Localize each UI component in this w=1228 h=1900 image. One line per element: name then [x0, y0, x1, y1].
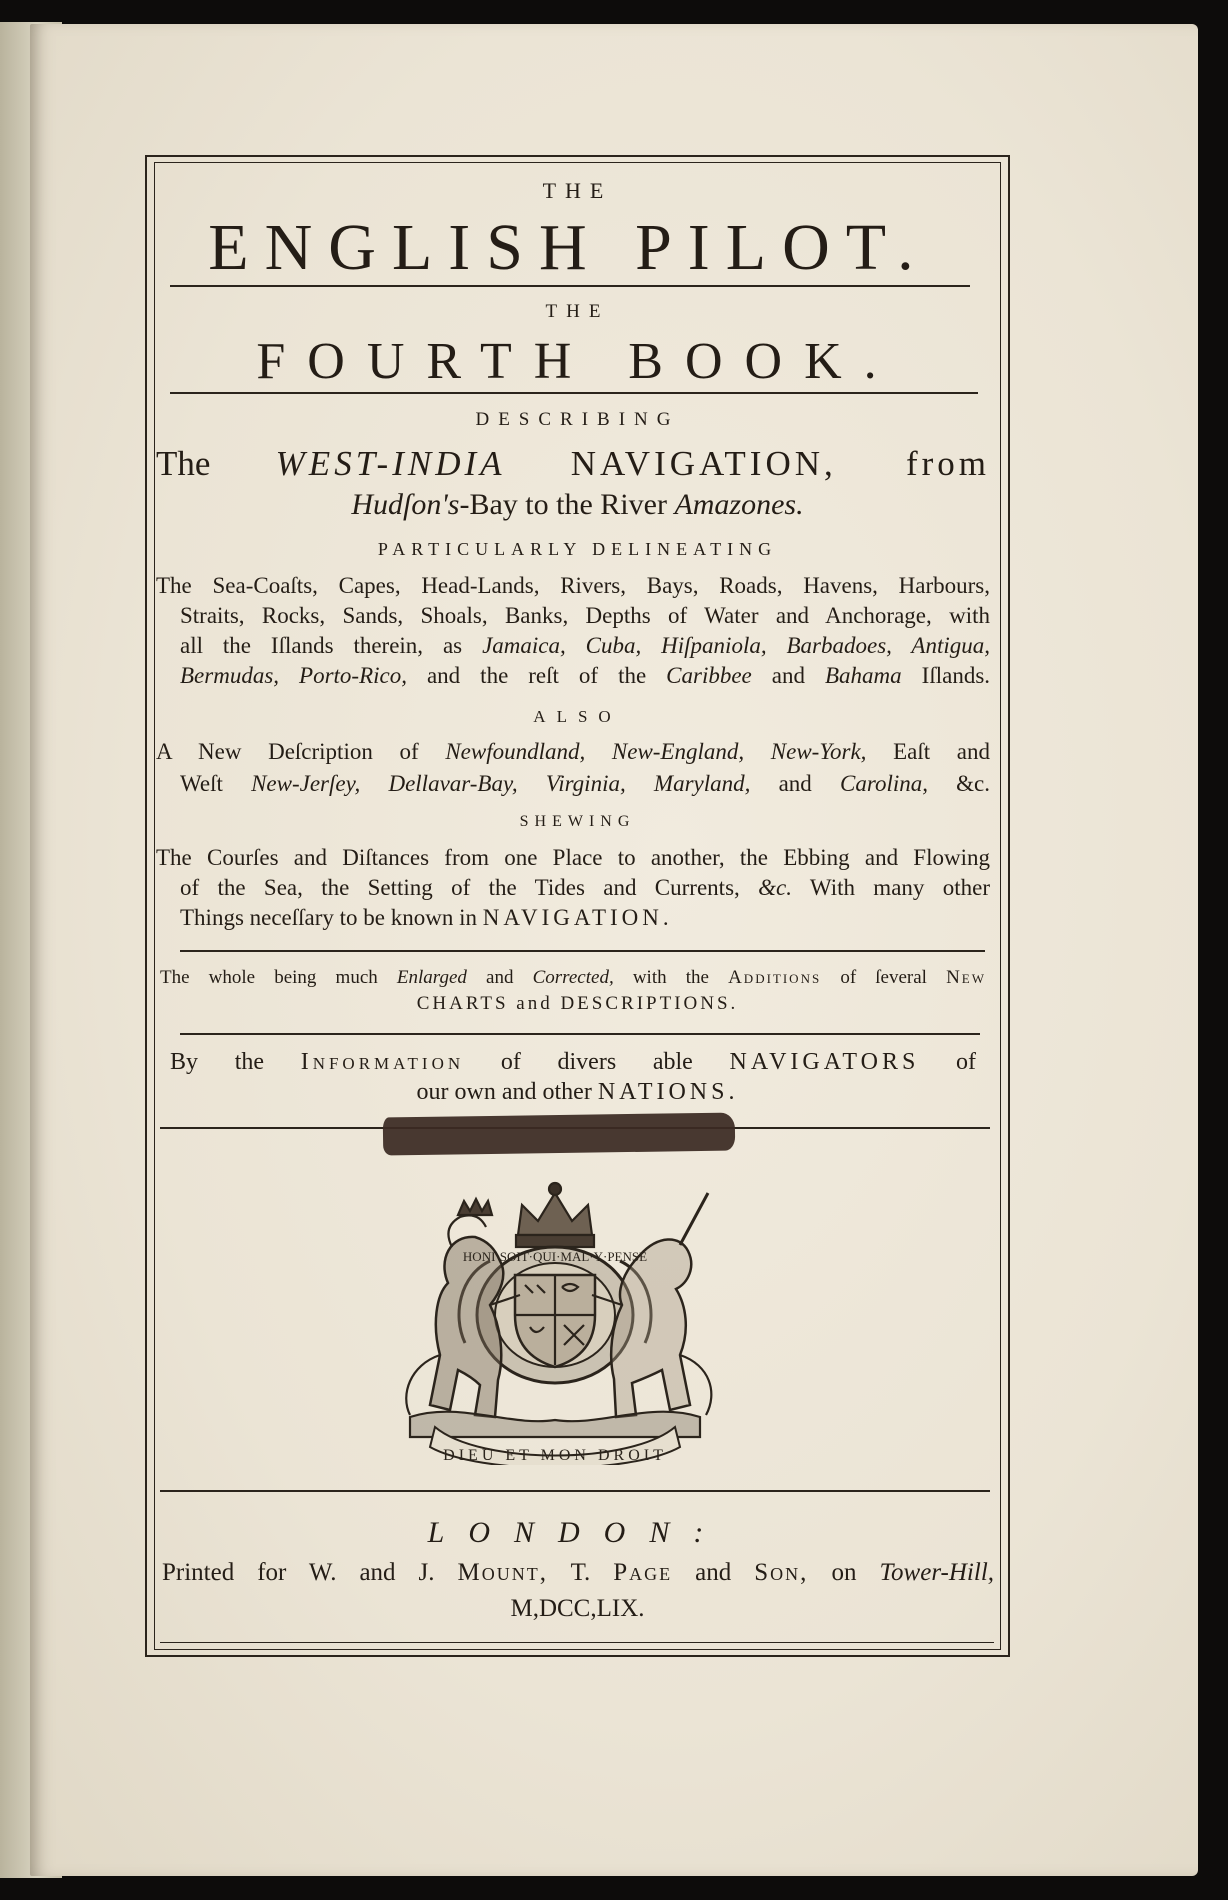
also-heading: ALSO: [533, 707, 622, 726]
describing-heading: DESCRIBING: [475, 409, 680, 430]
para1-line3: all the Iſlands therein, as Jamaica, Cuba, Hiſpaniola, Barbadoes, Antigua,: [180, 633, 990, 658]
rule-before-enlarged: [180, 950, 985, 952]
date-line: M,DCC,LIX.: [510, 1595, 645, 1622]
enlarged-line: The whole being much Enlarged and Corrected, with the Additions of ſeveral New: [160, 967, 987, 988]
main-title: ENGLISH PILOT.: [208, 211, 930, 284]
garter-motto: HONI·SOIT·QUI·MAL·Y·PENSE: [462, 1249, 648, 1264]
para3-line2: of the Sea, the Setting of the Tides and Currents, &c. With many other: [180, 875, 990, 900]
london-line: LONDON:: [427, 1516, 728, 1549]
nations-line: our own and other NATIONS.: [416, 1079, 739, 1105]
para3-line1: The Courſes and Diſtances from one Place to another, the Ebbing and Flowing: [156, 845, 990, 870]
para1-line4: Bermudas, Porto-Rico, and the reſt of the Caribbee and Bahama Iſlands.: [180, 663, 991, 688]
para2-line2: Weſt New-Jerſey, Dellavar-Bay, Virginia, Maryland, and Carolina, &c.: [180, 771, 991, 796]
book-title: FOURTH BOOK.: [256, 333, 899, 390]
ink-blot: [383, 1113, 735, 1156]
particularly-heading: PARTICULARLY DELINEATING: [377, 539, 778, 559]
shewing-heading: SHEWING: [519, 813, 636, 830]
charts-line: CHARTS and DESCRIPTIONS.: [416, 993, 739, 1014]
the-heading-1: THE: [542, 178, 613, 203]
bottom-rule: [160, 1642, 994, 1643]
west-india-line: The WEST-INDIA NAVIGATION, from: [156, 444, 991, 483]
book-title-rule: [170, 392, 978, 394]
para2-line1: A New Deſcription of Newfoundland, New-England, New-York, Eaſt and: [156, 739, 990, 764]
royal-coat-of-arms: [340, 1165, 770, 1465]
printer-line: Printed for W. and J. Mount, T. Page and Son, on Tower-Hill,: [162, 1559, 995, 1586]
rule-before-info: [180, 1033, 980, 1035]
para1-line2: Straits, Rocks, Sands, Shoals, Banks, Depths of Water and Anchorage, with: [180, 603, 990, 628]
information-line: By the Information of divers able NAVIGATORS of: [170, 1049, 977, 1075]
title-rule: [170, 285, 970, 287]
para3-line3: Things neceſſary to be known in NAVIGATION.: [180, 905, 673, 930]
para1-line1: The Sea-Coaſts, Capes, Head-Lands, Rivers, Bays, Roads, Havens, Harbours,: [156, 573, 990, 598]
ribbon-motto: DIEU ET MON DROIT: [443, 1447, 667, 1464]
rule-before-imprint: [160, 1490, 990, 1492]
hudson-line: Hudſon's-Bay to the River Amazones.: [351, 488, 804, 521]
the-heading-2: THE: [545, 301, 610, 322]
